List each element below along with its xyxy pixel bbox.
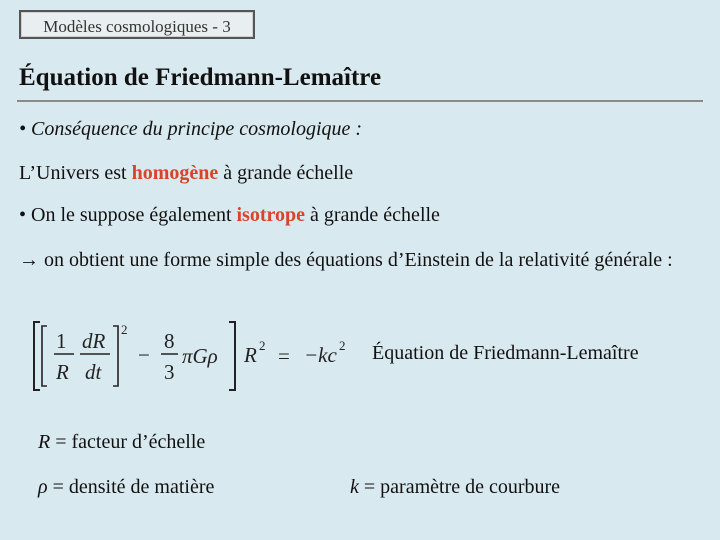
eq-rhs-exponent: 2 [339, 338, 346, 353]
slide-tag: Modèles cosmologiques - 3 [19, 10, 255, 39]
isotropy-text-before: • On le suppose également [19, 204, 237, 226]
eq-pigrho: πGρ [182, 344, 218, 368]
homogeneity-line [19, 162, 353, 185]
definition-R-symbol: R [38, 431, 51, 453]
eq-square: 2 [121, 322, 128, 337]
equation-label: Équation de Friedmann-Lemaître [372, 342, 639, 364]
definition-k-symbol: k [350, 476, 359, 498]
einstein-paragraph: → on obtient une forme simple des équations d’Einstein de la relativité générale : [19, 249, 673, 271]
eq-one: 1 [56, 329, 67, 353]
definition-rho [38, 476, 214, 499]
definition-rho-text: = densité de matière [47, 476, 215, 498]
eq-R2: R [244, 343, 257, 367]
eq-minus: − [138, 343, 150, 367]
isotropy-highlight: isotrope [236, 204, 306, 226]
eq-equals: = [278, 344, 290, 368]
definition-k [350, 476, 560, 499]
eq-dR: dR [82, 329, 106, 353]
eq-dt: dt [85, 360, 102, 384]
eq-R2-exponent: 2 [259, 338, 266, 353]
isotropy-line [19, 204, 440, 227]
eq-eight: 8 [164, 329, 175, 353]
homogeneity-text-after: à grande échelle [218, 162, 354, 184]
eq-R: R [56, 360, 69, 384]
outer-left-bracket [34, 322, 40, 390]
definition-R [38, 431, 205, 454]
definition-R-text: = facteur d’échelle [50, 431, 206, 453]
title-divider [17, 100, 703, 102]
definition-rho-symbol: ρ [38, 476, 48, 498]
bullet-consequence: • Conséquence du principe cosmologique : [19, 118, 363, 140]
eq-three: 3 [164, 360, 175, 384]
eq-rhs: −kc [304, 343, 337, 367]
inner-left-bracket [42, 326, 47, 386]
isotropy-text-after: à grande échelle [305, 204, 440, 226]
homogeneity-text-before: L’Univers est [19, 162, 132, 184]
friedmann-equation [30, 318, 360, 394]
inner-right-bracket [113, 326, 118, 386]
slide-title: Équation de Friedmann-Lemaître [19, 64, 382, 91]
outer-right-bracket [229, 322, 235, 390]
homogeneity-highlight: homogène [131, 162, 219, 184]
definition-k-text: = paramètre de courbure [358, 476, 561, 498]
